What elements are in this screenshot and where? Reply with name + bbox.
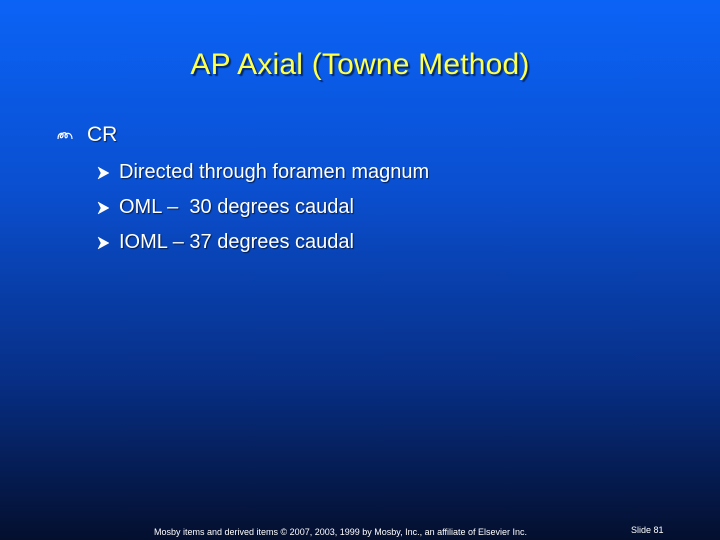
sub-bullet-text: IOML – 37 degrees caudal: [119, 231, 354, 253]
slide-title: AP Axial (Towne Method): [190, 48, 530, 81]
main-bullet-text: CR: [87, 123, 118, 146]
sub-bullet-item: [97, 190, 429, 225]
sub-bullet-text: OML – 30 degrees caudal: [119, 196, 354, 218]
slide-number: Slide 81: [631, 525, 664, 535]
arrow-icon: [97, 166, 110, 180]
sub-bullet-item: [97, 155, 429, 190]
arrow-icon: [97, 236, 110, 250]
sub-bullet-text: Directed through foramen magnum: [119, 161, 430, 183]
sub-bullet-list: [97, 155, 429, 260]
main-bullet: [57, 123, 117, 147]
loop-icon: [57, 129, 73, 141]
copyright-footer: Mosby items and derived items © 2007, 2003, 1999 by Mosby, Inc., an affiliate of Elsevier Inc.: [154, 527, 527, 537]
arrow-icon: [97, 201, 110, 215]
sub-bullet-item: [97, 225, 429, 260]
